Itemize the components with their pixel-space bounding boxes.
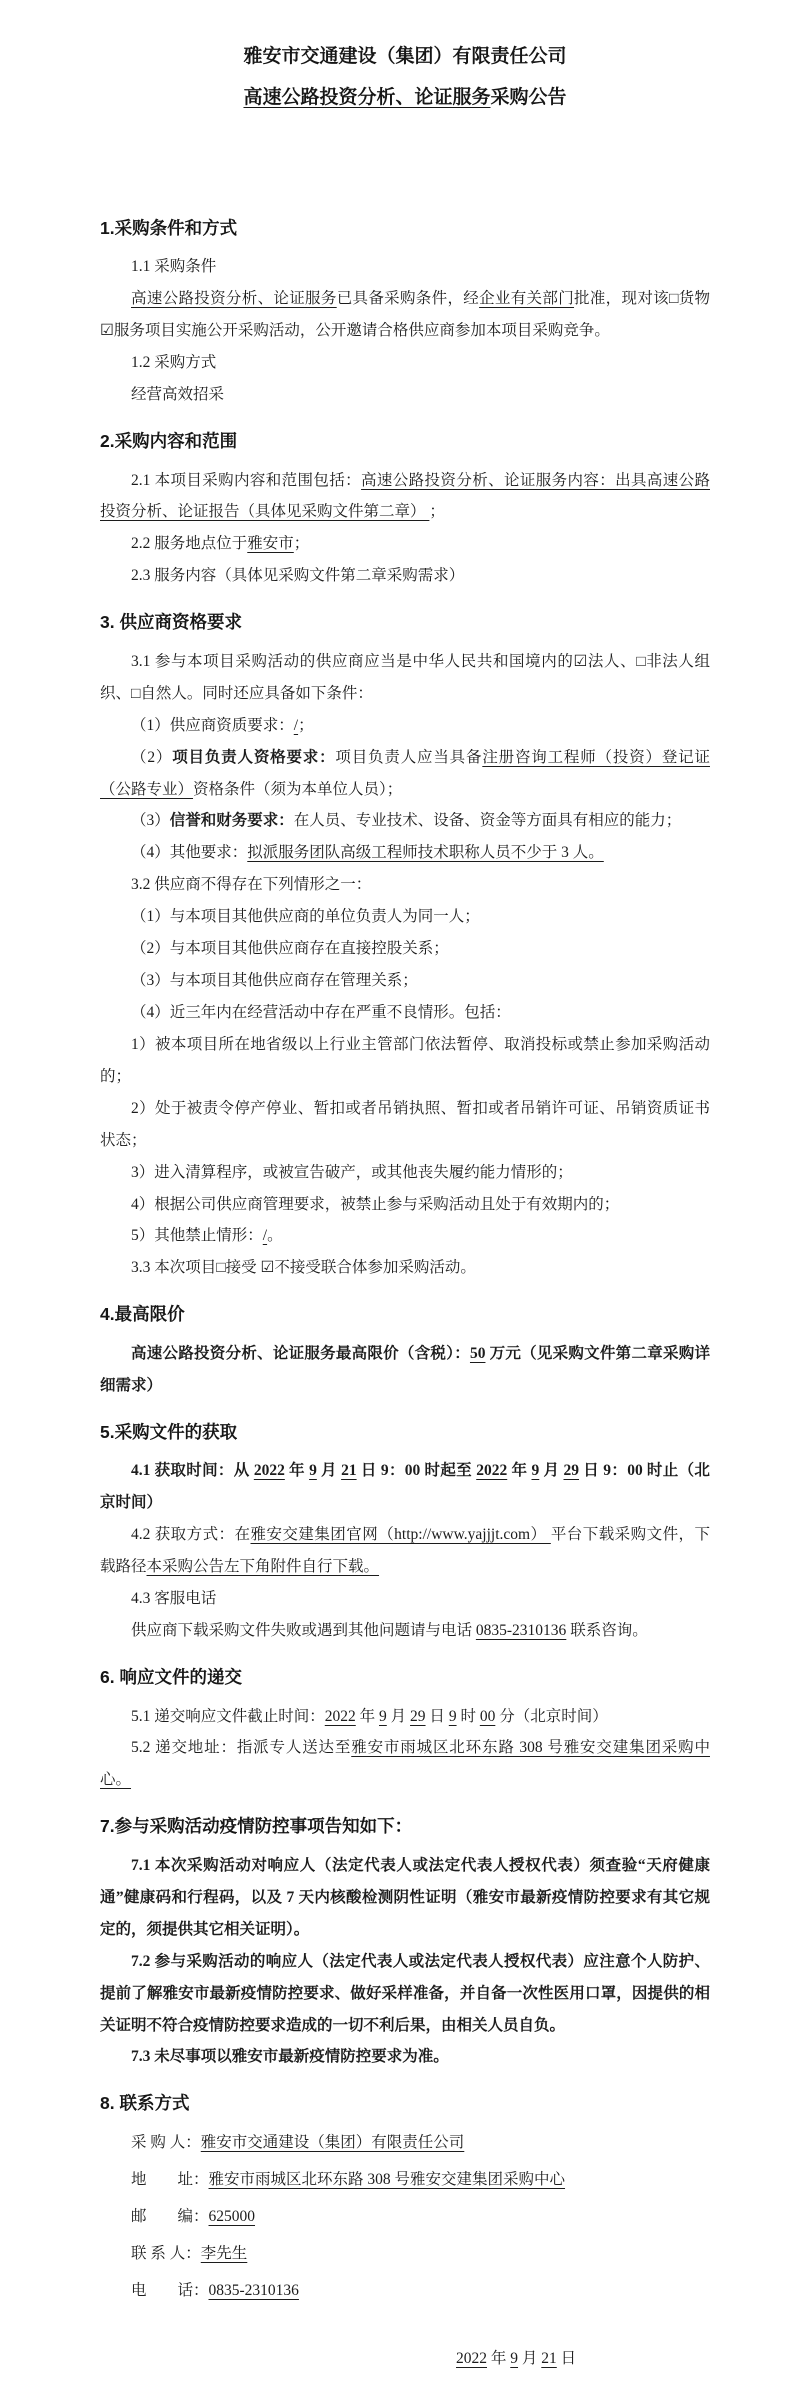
section-heading — [100, 1815, 710, 1839]
text-segment: 5.1 递交响应文件截止时间： — [131, 1707, 325, 1725]
underlined-text: 0835-2310136 — [475, 1622, 567, 1639]
text-segment: （1）供应商资质要求： — [131, 716, 294, 734]
text-segment: 3.1 参与本项目采购活动的供应商应当是中华人民共和国境内的☑法人、□非法人组织、□自然人。同时还应具备如下条件： — [100, 652, 710, 702]
paragraph — [100, 1029, 710, 1093]
text-segment: 3）进入清算程序，或被宣告破产，或其他丧失履约能力情形的； — [131, 1163, 573, 1181]
contact-row — [100, 2238, 710, 2270]
text-segment: 时 — [456, 1707, 480, 1725]
underlined-text: 9 — [379, 1707, 387, 1725]
text-segment: 在人员、专业技术、设备、资金等方面具有相应的能力； — [293, 812, 682, 830]
paragraph — [100, 347, 710, 379]
text-segment: 7.2 参与采购活动的响应人（法定代表人或法定代表人授权代表）应注意个人防护、提前了解雅安市最新疫情防控要求、做好采样准备，并自备一次性医用口罩，因提供的相关证明不符合疫情防控要求造成的一切不利后果，由相关人员自负。 — [100, 1952, 710, 2034]
date-line — [100, 2343, 710, 2375]
text-segment: 雅安市交通建设（集团）有限责任公司 — [243, 46, 567, 67]
paragraph — [100, 1252, 710, 1284]
paragraph — [100, 869, 710, 901]
paragraph — [100, 528, 710, 560]
paragraph — [100, 965, 710, 997]
text-segment: 联 系 人： — [131, 2244, 201, 2262]
section-heading — [100, 1421, 710, 1445]
paragraph — [100, 1157, 710, 1189]
text-segment: ； — [429, 503, 445, 521]
text-segment: ； — [298, 716, 314, 734]
text-segment: 5）其他禁止情形： — [131, 1227, 263, 1245]
paragraph — [100, 742, 710, 806]
text-segment: （2） — [131, 748, 173, 766]
text-segment: 1.采购条件和方式 — [100, 217, 238, 238]
paragraph — [100, 1455, 710, 1519]
paragraph — [100, 1615, 710, 1647]
text-segment: 批准，现对该□货物☑服务项目实施公开采购活动，公开邀请合格供应商参加本项目采购竞争。 — [100, 290, 710, 340]
text-segment: 1.2 采购方式 — [131, 354, 217, 372]
underlined-text: 29 — [410, 1707, 426, 1725]
underlined-text: 雅安市交通建设（集团）有限责任公司 — [200, 2134, 465, 2152]
text-segment: （3）与本项目其他供应商存在管理关系； — [131, 972, 418, 990]
doc-title-line — [100, 87, 710, 109]
paragraph — [100, 251, 710, 283]
text-segment: 7.1 本次采购活动对响应人（法定代表人或法定代表人授权代表）须查验“天府健康通”健康码和行程码，以及 7 天内核酸检测阴性证明（雅安市最新疫情防控要求有其它规定的，须提供其它相关证明）。 — [100, 1856, 710, 1938]
paragraph — [100, 465, 710, 529]
text-segment: 供应商下载采购文件失败或遇到其他问题请与电话 — [131, 1622, 476, 1639]
text-segment: （2）与本项目其他供应商存在直接控股关系； — [131, 940, 449, 958]
contact-row — [100, 2164, 710, 2196]
underlined-text: 2022 — [456, 2349, 487, 2367]
paragraph — [100, 901, 710, 933]
section-heading — [100, 217, 710, 241]
text-segment: 2）处于被责令停产停业、暂扣或者吊销执照、暂扣或者吊销许可证、吊销资质证书状态； — [100, 1099, 710, 1149]
underlined-text: 2022 — [476, 1462, 508, 1480]
text-segment: 项目负责人应当具备 — [335, 748, 483, 766]
underlined-text: 0835-2310136 — [208, 2281, 299, 2299]
text-segment: 4.3 客服电话 — [131, 1590, 217, 1608]
paragraph — [100, 1701, 710, 1733]
text-segment: 。 — [267, 1227, 283, 1245]
text-segment: 4）根据公司供应商管理要求，被禁止参与采购活动且处于有效期内的； — [131, 1195, 620, 1213]
paragraph — [100, 933, 710, 965]
document-body — [100, 217, 710, 2375]
section-heading — [100, 1303, 710, 1327]
text-segment: （1）与本项目其他供应商的单位负责人为同一人； — [131, 908, 480, 926]
paragraph — [100, 1220, 710, 1252]
text-segment: 7.3 未尽事项以雅安市最新疫情防控要求为准。 — [131, 2048, 449, 2066]
text-segment: 年 — [355, 1707, 380, 1725]
text-segment: 经营高效招采 — [131, 386, 225, 403]
paragraph — [100, 1850, 710, 1946]
text-segment: 月 — [518, 2349, 542, 2367]
text-segment: 3.3 本次项目□接受 ☑不接受联合体参加采购活动。 — [131, 1259, 476, 1277]
section-heading — [100, 2092, 710, 2116]
section-heading — [100, 1666, 710, 1690]
text-segment: 月 — [539, 1462, 564, 1480]
underlined-text: 企业有关部门 — [479, 290, 575, 308]
paragraph — [100, 1519, 710, 1583]
paragraph — [100, 560, 710, 592]
paragraph — [100, 805, 710, 837]
text-segment: 项目负责人资格要求： — [172, 748, 336, 766]
underlined-text: 00 — [479, 1707, 496, 1725]
paragraph — [100, 379, 710, 411]
text-segment: 已具备采购条件，经 — [336, 290, 480, 308]
text-segment: 1.1 采购条件 — [131, 258, 217, 276]
contact-row — [100, 2201, 710, 2233]
section-heading — [100, 611, 710, 635]
underlined-text: 高速公路投资分析、论证服务 — [243, 86, 491, 108]
underlined-text: 雅安市 — [247, 535, 294, 553]
text-segment: 1）被本项目所在地省级以上行业主管部门依法暂停、取消投标或禁止参加采购活动的； — [100, 1035, 710, 1085]
text-segment: 3. 供应商资格要求 — [100, 612, 242, 633]
text-segment: 月 — [386, 1707, 411, 1725]
text-segment: 分（北京时间） — [495, 1707, 608, 1725]
text-segment: （4）近三年内在经营活动中存在严重不良情形。包括： — [131, 1004, 511, 1021]
text-segment: 信誉和财务要求： — [169, 812, 294, 830]
underlined-text: 雅安市雨城区北环东路 308 号雅安交建集团采购中心。 — [100, 1739, 710, 1789]
text-segment: 年 — [507, 1462, 532, 1480]
underlined-text: 李先生 — [200, 2244, 248, 2262]
underlined-text: 高速公路投资分析、论证服务 — [131, 290, 337, 308]
doc-title-line — [100, 46, 710, 68]
underlined-text: 雅安市雨城区北环东路 308 号雅安交建集团采购中心 — [208, 2170, 566, 2188]
text-segment: 采 购 人： — [131, 2134, 201, 2152]
underlined-text: 29 — [563, 1462, 580, 1480]
underlined-text: 9 — [510, 2349, 519, 2367]
text-segment: 4.2 获取方式：在 — [131, 1526, 251, 1544]
underlined-text: 50 — [469, 1344, 486, 1362]
paragraph — [100, 1093, 710, 1157]
underlined-text: 625000 — [208, 2207, 256, 2225]
text-segment: 3.2 供应商不得存在下列情形之一： — [131, 876, 372, 894]
text-segment: 7.参与采购活动疫情防控事项告知如下： — [100, 1816, 413, 1837]
underlined-text: 9 — [309, 1462, 317, 1480]
text-segment: 高速公路投资分析、论证服务最高限价（含税）： — [131, 1344, 470, 1362]
text-segment: 万元（见采购文件第二章采购详细需求） — [100, 1344, 710, 1394]
paragraph — [100, 2041, 710, 2073]
paragraph — [100, 283, 710, 347]
text-segment: 日 — [556, 2349, 577, 2367]
text-segment: 年 — [487, 2349, 511, 2367]
text-segment: 5.采购文件的获取 — [100, 1421, 238, 1442]
text-segment: 采购公告 — [490, 86, 567, 108]
underlined-text: 9 — [448, 1707, 457, 1725]
text-segment: 地 址： — [131, 2170, 209, 2188]
text-segment: （3） — [131, 812, 170, 830]
underlined-text: 本采购公告左下角附件自行下载。 — [146, 1558, 380, 1576]
underlined-text: 9 — [531, 1462, 540, 1480]
text-segment: ； — [293, 535, 310, 553]
text-segment: 6. 响应文件的递交 — [100, 1666, 242, 1687]
underlined-text: 高速公路投资分析、论证服务内容：出具高速公路投资分析、论证报告（具体见采购文件第二章） — [100, 471, 710, 521]
underlined-text: 21 — [541, 2349, 557, 2367]
text-segment: 5.2 递交地址：指派专人送达至 — [131, 1739, 352, 1757]
text-segment: 4.1 获取时间：从 — [131, 1462, 254, 1480]
text-segment: 日 9：00 时止（北京时间） — [100, 1462, 710, 1512]
text-segment: 月 — [316, 1462, 342, 1480]
text-segment: 2.采购内容和范围 — [100, 430, 238, 451]
text-segment: 2.2 服务地点位于 — [131, 535, 248, 553]
contact-row — [100, 2127, 710, 2159]
contact-row — [100, 2275, 710, 2307]
underlined-text: 雅安交建集团官网（http://www.yajjjt.com） — [250, 1526, 551, 1544]
underlined-text: 2022 — [324, 1707, 356, 1725]
paragraph — [100, 837, 710, 869]
underlined-text: 拟派服务团队高级工程师技术职称人员不少于 3 人。 — [247, 844, 604, 862]
text-segment: 日 9：00 时起至 — [356, 1462, 477, 1480]
underlined-text: 注册咨询工程师（投资）登记证（公路专业） — [100, 748, 710, 798]
text-segment: 邮 编： — [131, 2207, 209, 2225]
paragraph — [100, 646, 710, 710]
text-segment: 平台下载采购文件，下载路径 — [100, 1526, 710, 1576]
text-segment: 年 — [284, 1462, 310, 1480]
paragraph — [100, 1189, 710, 1221]
text-segment: （4）其他要求： — [131, 844, 248, 862]
text-segment: 2.1 本项目采购内容和范围包括： — [131, 471, 362, 489]
section-heading — [100, 430, 710, 454]
text-segment: 2.3 服务内容（具体见采购文件第二章采购需求） — [131, 567, 465, 585]
text-segment: 资格条件（须为本单位人员）； — [193, 780, 403, 798]
paragraph — [100, 1338, 710, 1402]
paragraph — [100, 710, 710, 742]
underlined-text: / — [262, 1227, 268, 1245]
text-segment: 8. 联系方式 — [100, 2093, 190, 2114]
paragraph — [100, 1946, 710, 2042]
underlined-text: / — [293, 716, 299, 734]
text-segment: 4.最高限价 — [100, 1304, 185, 1325]
text-segment: 联系咨询。 — [566, 1622, 648, 1639]
text-segment: 日 — [425, 1707, 449, 1725]
paragraph — [100, 1583, 710, 1615]
underlined-text: 2022 — [253, 1462, 285, 1480]
paragraph — [100, 997, 710, 1029]
text-segment: 电 话： — [131, 2281, 209, 2299]
document-title — [100, 46, 710, 109]
underlined-text: 21 — [341, 1462, 357, 1480]
paragraph — [100, 1732, 710, 1796]
